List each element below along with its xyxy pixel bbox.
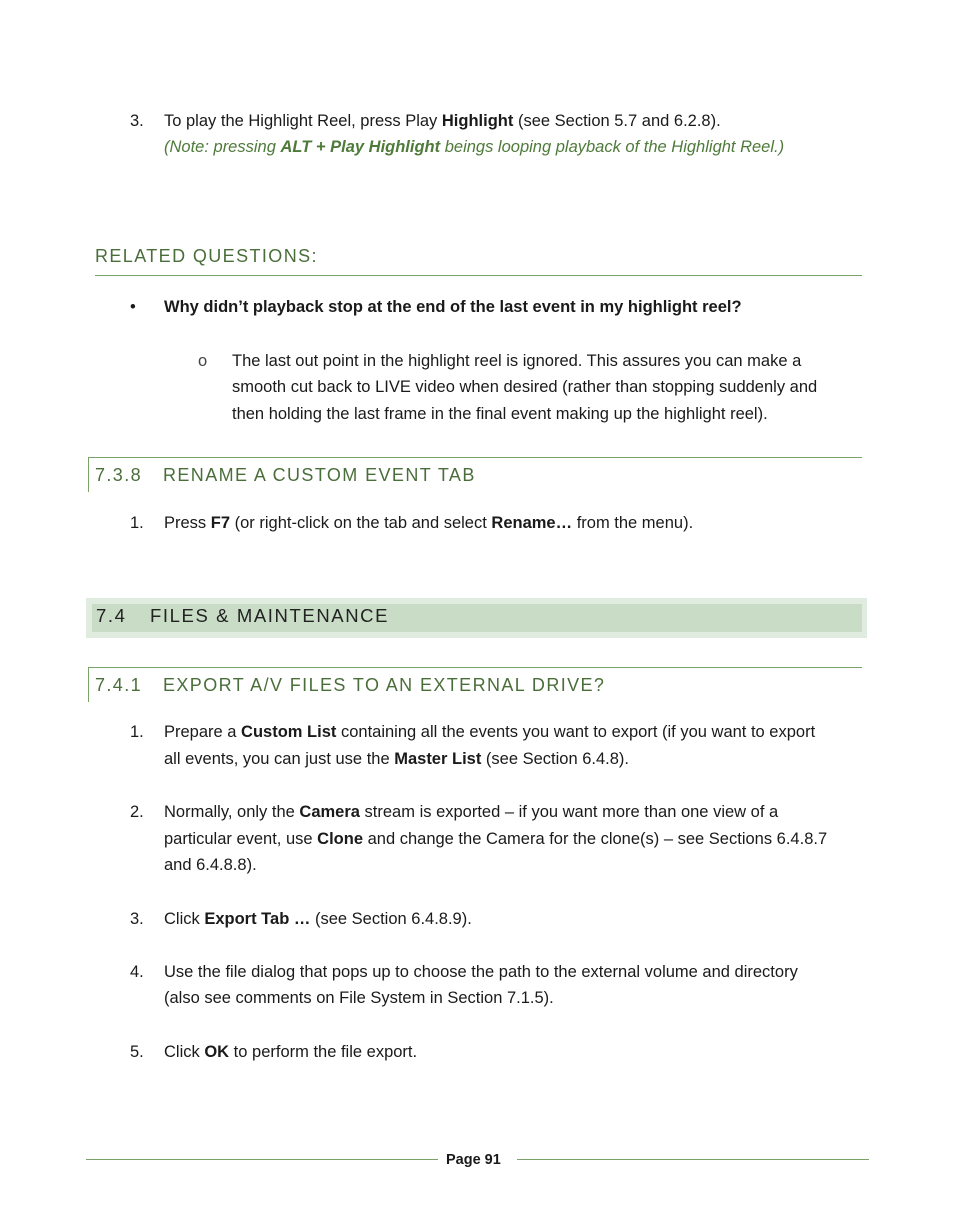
section-left-rule: [88, 667, 89, 702]
heading-rule: [95, 275, 862, 276]
list-number: 3.: [130, 112, 144, 130]
related-questions-heading: RELATED QUESTIONS:: [95, 246, 318, 266]
list-item-text: all events, you can just use the Master List (see Section 6.4.8).: [164, 750, 629, 768]
list-number: 3.: [130, 910, 144, 928]
list-number: 2.: [130, 803, 144, 821]
list-item-text: particular event, use Clone and change the Camera for the clone(s) – see Sections 6.4.8.7: [164, 830, 828, 848]
section-title: EXPORT A/V FILES TO AN EXTERNAL DRIVE?: [163, 675, 606, 695]
list-item-text: (also see comments on File System in Section 7.1.5).: [164, 989, 554, 1007]
section-number: 7.3.8: [95, 465, 143, 485]
note-shortcut: ALT + Play Highlight: [280, 138, 441, 156]
highlight-term: Highlight: [441, 112, 514, 130]
note-text: (Note: pressing ALT + Play Highlight beings looping playback of the Highlight Reel.): [164, 138, 785, 156]
section-title: RENAME A CUSTOM EVENT TAB: [163, 465, 476, 485]
list-item-text: and 6.4.8.8).: [164, 856, 257, 874]
sub-bullet-icon: o: [198, 352, 208, 370]
section-number: 7.4.1: [95, 675, 143, 695]
list-item-text: Press F7 (or right-click on the tab and select Rename… from the menu).: [164, 514, 694, 532]
key-term: F7: [210, 514, 231, 532]
page-number: Page 91: [446, 1152, 501, 1168]
list-item-text: Use the file dialog that pops up to choose the path to the external volume and directory: [164, 963, 798, 981]
answer-line: smooth cut back to LIVE video when desired (rather than stopping suddenly and: [232, 378, 818, 396]
section-left-rule: [88, 457, 89, 492]
list-item-text: Click OK to perform the file export.: [164, 1043, 418, 1061]
answer-line: The last out point in the highlight reel is ignored. This assures you can make a: [232, 352, 802, 370]
list-number: 1.: [130, 723, 144, 741]
related-question: Why didn’t playback stop at the end of the last event in my highlight reel?: [164, 298, 742, 316]
answer-line: then holding the last frame in the final event making up the highlight reel).: [232, 405, 768, 423]
list-number: 5.: [130, 1043, 144, 1061]
section-number: 7.4: [96, 605, 127, 626]
section-title: FILES & MAINTENANCE: [150, 605, 390, 626]
list-number: 4.: [130, 963, 144, 981]
list-item-text: Normally, only the Camera stream is exported – if you want more than one view of a: [164, 803, 779, 821]
menu-term: Rename…: [491, 514, 573, 532]
list-number: 1.: [130, 514, 144, 532]
bullet-icon: •: [130, 298, 136, 316]
list-item-text: Click Export Tab … (see Section 6.4.8.9).: [164, 910, 472, 928]
footer-rule-left: [86, 1159, 438, 1160]
footer-rule-right: [517, 1159, 869, 1160]
section-top-rule: [88, 667, 862, 668]
section-top-rule: [88, 457, 862, 458]
list-item-text: Prepare a Custom List containing all the events you want to export (if you want to export: [164, 723, 816, 741]
list-item-text: To play the Highlight Reel, press Play Highlight (see Section 5.7 and 6.2.8).: [164, 112, 721, 130]
